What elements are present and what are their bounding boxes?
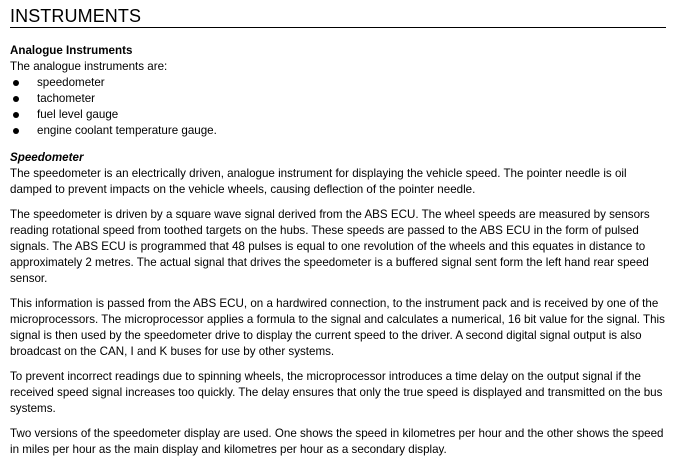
analogue-instruments-heading: Analogue Instruments <box>10 44 133 57</box>
list-item <box>10 123 666 139</box>
speedometer-paragraph: This information is passed from the ABS ECU, on a hardwired connection, to the instrument pack and is received by one of the microprocessors. The microprocessor applies a formula to the signal and calculates a numerical, 16 bit value for the signal. This signal is then used by the speedometer drive to display the current speed to the driver. A second digital signal output is also broadcast on the CAN, I and K buses for use by other systems. <box>10 297 665 358</box>
speedometer-paragraph: To prevent incorrect readings due to spinning wheels, the microprocessor introduces a time delay on the output signal if the received speed signal increases too quickly. The delay ensures that only the true speed is displayed and transmitted on the bus systems. <box>10 370 663 415</box>
bullet-icon <box>13 80 19 86</box>
list-item <box>10 91 666 107</box>
header-divider <box>10 27 666 28</box>
list-item-text: fuel level gauge <box>37 108 119 121</box>
analogue-instruments-intro: The analogue instruments are: <box>10 60 168 73</box>
bullet-icon <box>13 96 19 102</box>
bullet-icon <box>13 112 19 118</box>
list-item <box>10 75 666 91</box>
bullet-icon <box>13 128 19 134</box>
list-item-text: engine coolant temperature gauge. <box>37 124 217 137</box>
list-item-text: tachometer <box>37 92 95 105</box>
speedometer-paragraph: The speedometer is driven by a square wave signal derived from the ABS ECU. The wheel speeds are measured by sensors reading rotational speed from toothed targets on the hubs. These speeds are passed to the ABS ECU in the form of pulsed signals. The ABS ECU is programmed that 48 pulses is equal to one revolution of the wheels and this equates in distance to approximately 2 metres. The actual signal that drives the speedometer is a buffered signal sent form the left hand rear speed sensor. <box>10 208 650 285</box>
speedometer-heading: Speedometer <box>10 151 84 164</box>
speedometer-paragraph: Two versions of the speedometer display are used. One shows the speed in kilometres per hour and the other shows the speed in miles per hour as the main display and kilometres per hour as a secondary display. <box>10 427 664 456</box>
speedometer-paragraph: The speedometer is an electrically driven, analogue instrument for displaying the vehicle speed. The pointer needle is oil damped to prevent impacts on the vehicle wheels, causing deflection of the pointer needle. <box>10 167 627 196</box>
list-item <box>10 107 666 123</box>
analogue-instruments-list <box>10 75 666 139</box>
document-body <box>10 43 666 458</box>
list-item-text: speedometer <box>37 76 105 89</box>
page-title: INSTRUMENTS <box>10 6 142 26</box>
